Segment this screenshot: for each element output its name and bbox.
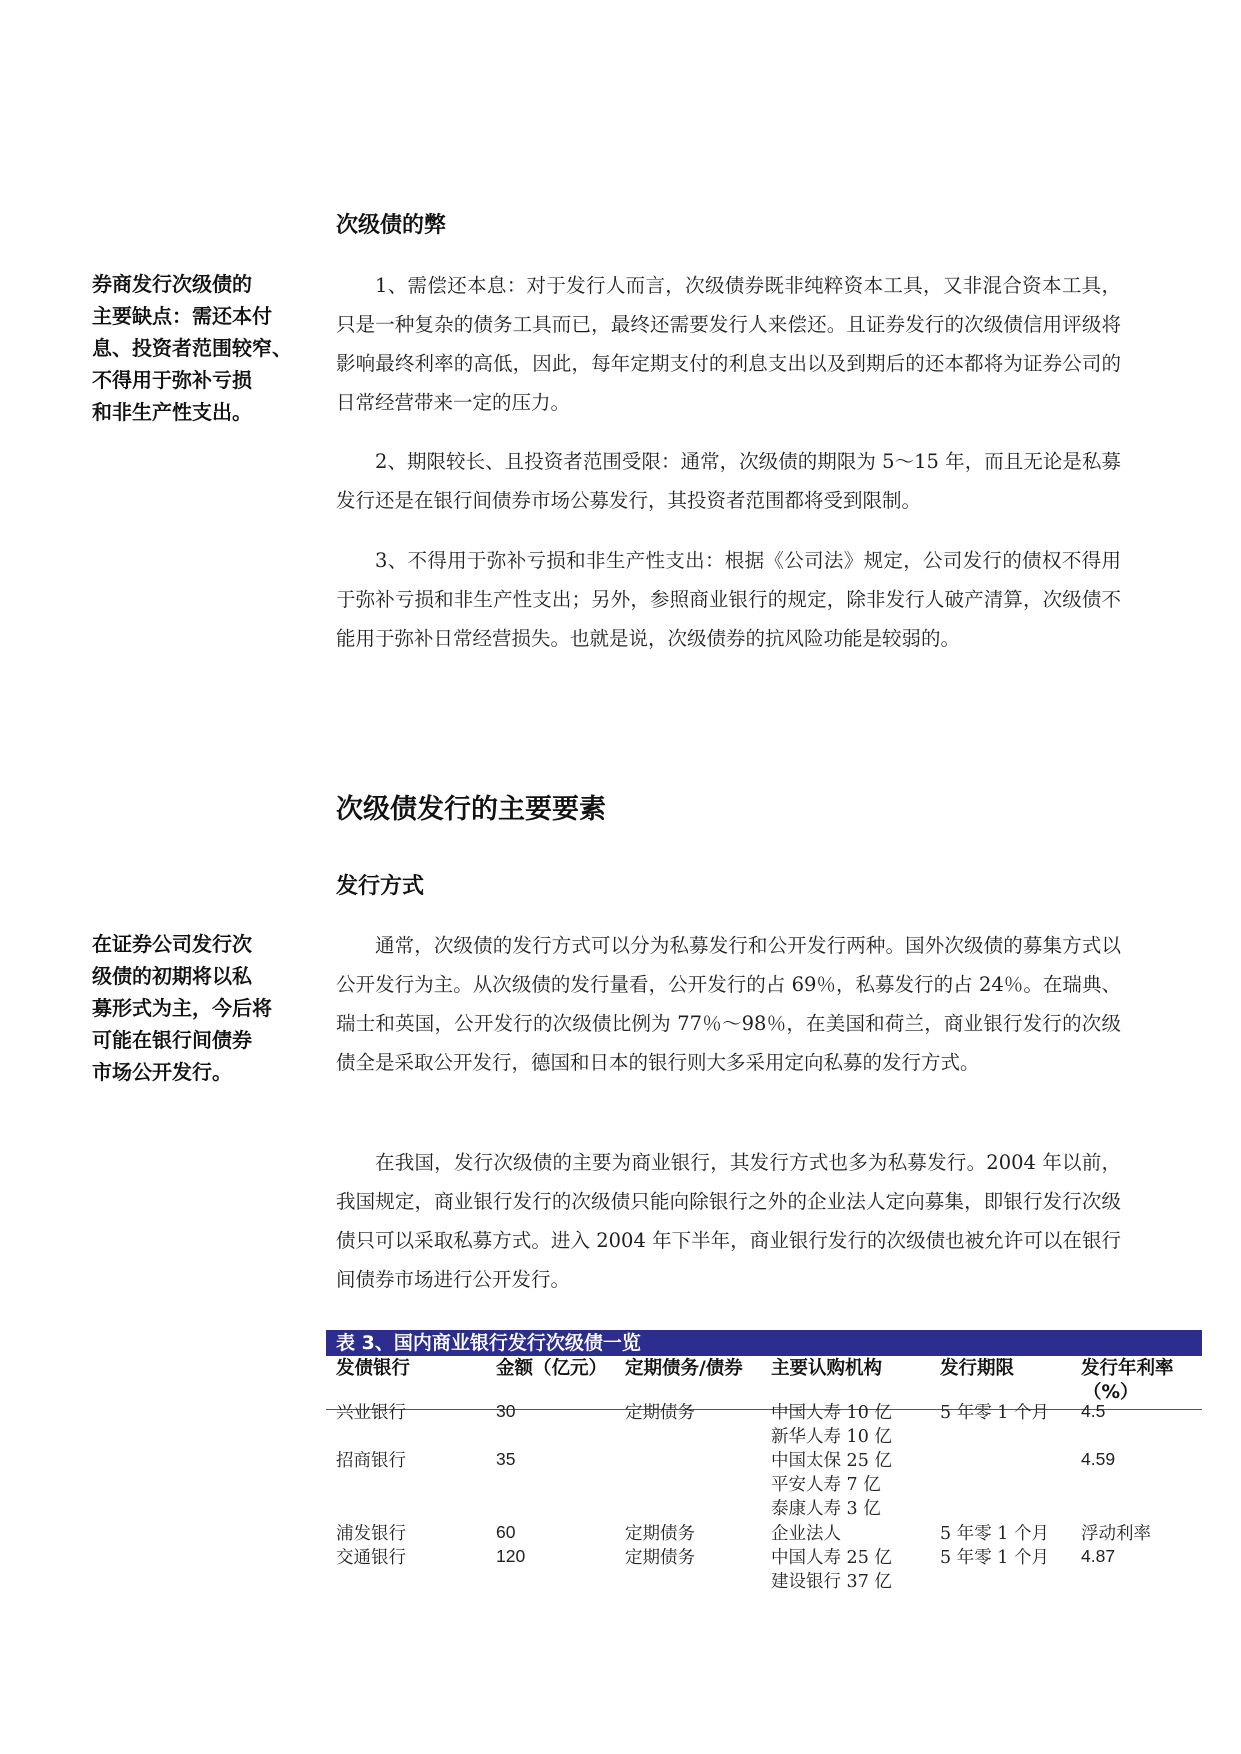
table-header-rate-unit: （%） <box>1083 1382 1139 1403</box>
sidebar-note-issuance: 在证券公司发行次 级债的初期将以私 募形式为主，今后将 可能在银行间债券 市场公开发行。 <box>92 932 272 1084</box>
table-header-bank: 发债银行 <box>336 1358 411 1379</box>
table-header-type: 定期债务/债券 <box>625 1358 743 1379</box>
section-title-drawbacks: 次级债的弊 <box>336 213 447 238</box>
table-cell-rate: 4.87 <box>1081 1546 1116 1566</box>
table-cell-rate: 4.59 <box>1081 1449 1116 1469</box>
paragraph-repayment: 1、需偿还本息：对于发行人而言，次级债券既非纯粹资本工具，又非混合资本工具，只是一种复杂的债务工具而已，最终还需要发行人来偿还。且证券发行的次级债信用评级将影响最终利率的高低，因此，每年定期支付的利息支出以及到期后的还本都将为证券公司的日常经营带来一定的压力。 <box>336 274 1121 414</box>
table-cell-term: 5 年零 1 个月 <box>940 1548 1049 1568</box>
table-cell-bank: 兴业银行 <box>336 1403 406 1423</box>
table-cell-type: 定期债务 <box>625 1403 695 1423</box>
section-title-issuance-method: 发行方式 <box>336 874 425 899</box>
table-header-rate: 发行年利率 <box>1081 1358 1174 1379</box>
table-cell-amount: 30 <box>496 1401 516 1421</box>
table-cell-type: 定期债务 <box>625 1548 695 1568</box>
table-cell-amount: 35 <box>496 1449 516 1469</box>
table-header-amount: 金额（亿元） <box>496 1358 608 1379</box>
table-cell-rate: 浮动利率 <box>1081 1524 1151 1544</box>
table-cell-amount: 120 <box>496 1546 526 1566</box>
table-cell-subscriber: 平安人寿 7 亿 <box>771 1475 881 1495</box>
table-header-term: 发行期限 <box>940 1358 1015 1379</box>
table-cell-subscriber: 中国人寿 10 亿 <box>771 1403 892 1423</box>
table-cell-subscriber: 企业法人 <box>771 1524 841 1544</box>
table-header-divider <box>326 1409 1202 1410</box>
paragraph-term-limit: 2、期限较长、且投资者范围受限：通常，次级债的期限为 5～15 年，而且无论是私募发行还是在银行间债券市场公募发行，其投资者范围都将受到限制。 <box>336 450 1121 512</box>
table-title: 表 3、国内商业银行发行次级债一览 <box>326 1330 1202 1356</box>
paragraph-loss-restriction: 3、不得用于弥补亏损和非生产性支出：根据《公司法》规定，公司发行的债权不得用于弥补亏损和非生产性支出；另外，参照商业银行的规定，除非发行人破产清算，次级债不能用于弥补日常经营损失。也就是说，次级债券的抗风险功能是较弱的。 <box>336 549 1121 650</box>
table-cell-bank: 招商银行 <box>336 1451 406 1471</box>
table-cell-amount: 60 <box>496 1522 516 1542</box>
sidebar-note-drawbacks: 券商发行次级债的 主要缺点：需还本付 息、投资者范围较窄、 不得用于弥补亏损 和非生产性支出。 <box>92 272 292 424</box>
table-cell-term: 5 年零 1 个月 <box>940 1524 1049 1544</box>
table-cell-type: 定期债务 <box>625 1524 695 1544</box>
table-cell-rate: 4.5 <box>1081 1401 1106 1421</box>
table-cell-subscriber: 泰康人寿 3 亿 <box>771 1499 881 1519</box>
paragraph-issuance-overview: 通常，次级债的发行方式可以分为私募发行和公开发行两种。国外次级债的募集方式以公开发行为主。从次级债的发行量看，公开发行的占 69％，私募发行的占 24％。在瑞典、瑞士和英国，公开发行的次级债比例为 77％～98％，在美国和荷兰，商业银行发行的次级债全是采取公开发行，德国和日本的银行则大多采用定向私募的发行方式。 <box>336 934 1121 1074</box>
table-cell-subscriber: 新华人寿 10 亿 <box>771 1427 892 1447</box>
table-cell-bank: 交通银行 <box>336 1548 406 1568</box>
paragraph-china-issuance: 在我国，发行次级债的主要为商业银行，其发行方式也多为私募发行。2004 年以前，我国规定，商业银行发行的次级债只能向除银行之外的企业法人定向募集，即银行发行次级债只可以采取私募方式。进入 2004 年下半年，商业银行发行的次级债也被允许可以在银行间债券市场进行公开发行。 <box>336 1151 1121 1291</box>
table-cell-subscriber: 建设银行 37 亿 <box>771 1572 892 1592</box>
table-cell-term: 5 年零 1 个月 <box>940 1403 1049 1423</box>
table-header-subscribers: 主要认购机构 <box>771 1358 883 1379</box>
section-title-main-elements: 次级债发行的主要要素 <box>336 794 606 825</box>
table-cell-subscriber: 中国太保 25 亿 <box>771 1451 892 1471</box>
table-cell-subscriber: 中国人寿 25 亿 <box>771 1548 892 1568</box>
table-cell-bank: 浦发银行 <box>336 1524 406 1544</box>
